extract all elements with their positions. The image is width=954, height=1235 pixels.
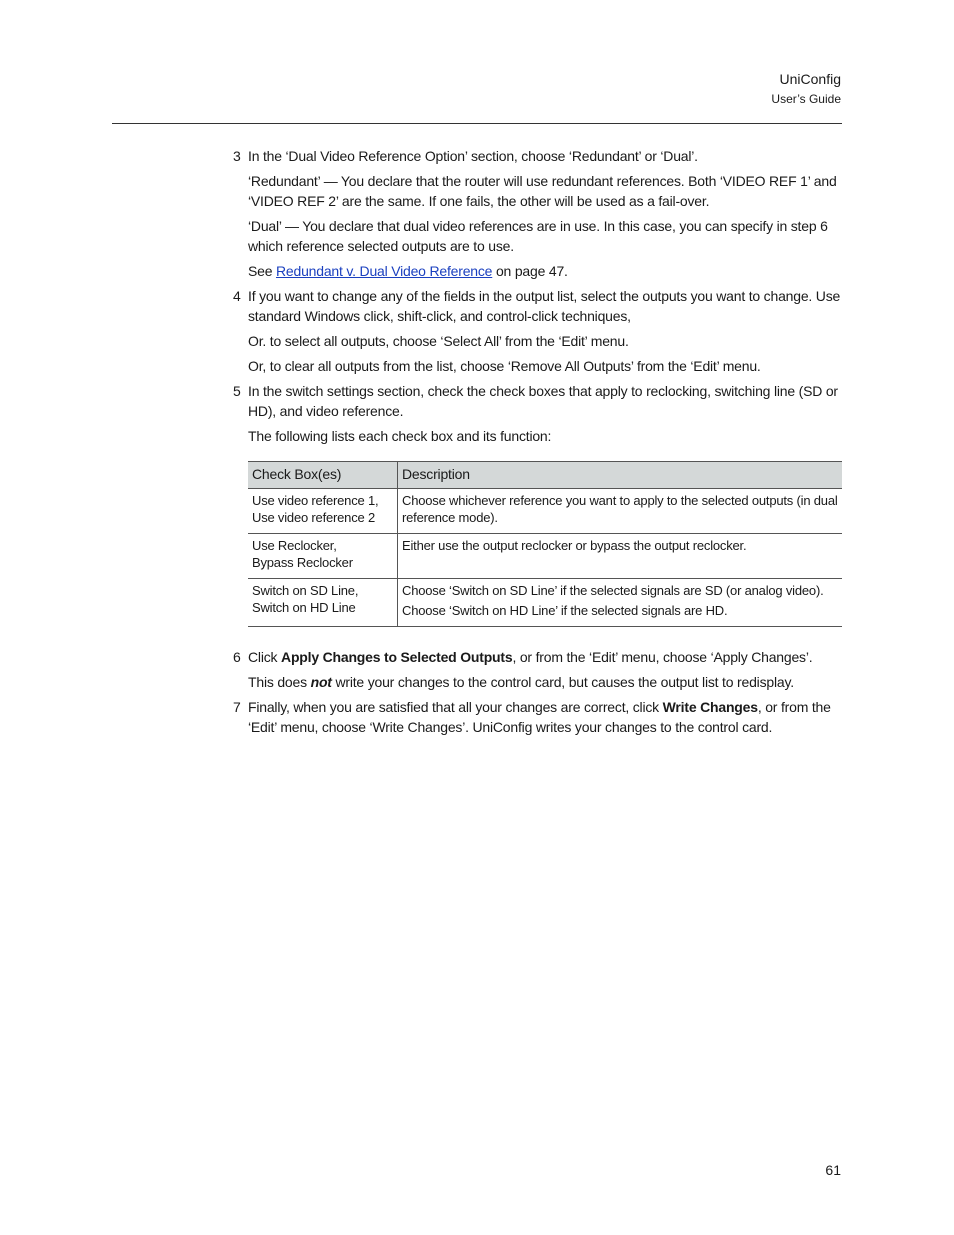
step-number: 6 [233,649,241,665]
see-prefix: See [248,263,276,279]
header-title: UniConfig [779,71,841,87]
header-subtitle: User’s Guide [771,92,841,106]
step-6-pre: Click [248,649,282,665]
step-4-intro: If you want to change any of the fields in the output list, select the outputs you want to change. Use standard Windows click, shift-click, and control-click techniques, [248,288,841,324]
page-number: 61 [825,1162,841,1178]
step-3 [233,146,842,281]
table-cell-description [398,534,843,579]
note-emphasis: not [310,674,332,690]
column-header: Check Box(es) [248,462,398,489]
table-row [248,489,842,534]
table-cell-description [398,579,843,627]
table-cell-description [398,489,843,534]
header-rule [112,123,842,124]
note-post: write your changes to the control card, but causes the output list to redisplay. [331,674,794,690]
redundant-description: ‘Redundant’ — You declare that the router will use redundant references. Both ‘VIDEO REF 1’ and ‘VIDEO REF 2’ are the same. If one fails, the other will be used as a fail-over. [248,173,837,209]
see-reference [248,261,842,281]
write-changes-command: Write Changes [662,699,758,715]
table-intro: The following lists each check box and its function: [248,428,552,444]
column-header: Description [398,462,843,489]
step-4 [233,286,842,376]
step-6-intro [248,647,842,667]
check-box-name: Use video reference 1, [252,493,379,508]
description-text: Either use the output reclocker or bypass the output reclocker. [402,538,747,553]
step-3-intro: In the ‘Dual Video Reference Option’ section, choose ‘Redundant’ or ‘Dual’. [248,148,698,164]
step-7-pre: Finally, when you are satisfied that all your changes are correct, click [248,699,663,715]
step-6 [233,647,842,692]
step-number: 4 [233,288,241,304]
description-text: Choose ‘Switch on SD Line’ if the selected signals are SD (or analog video). [402,583,824,598]
table-row [248,534,842,579]
table-row [248,579,842,627]
check-box-name: Use video reference 2 [252,510,375,525]
check-box-name: Use Reclocker, [252,538,337,553]
step-5-intro: In the switch settings section, check the check boxes that apply to reclocking, switching line (SD or HD), and video reference. [248,383,838,419]
step-6-note [248,672,842,692]
table-cell-boxes [248,579,398,627]
step-number: 5 [233,383,241,399]
step-number: 7 [233,699,241,715]
note-pre: This does [248,674,311,690]
check-box-name: Switch on HD Line [252,600,356,615]
table-cell-boxes [248,489,398,534]
check-box-name: Bypass Reclocker [252,555,353,570]
step-7 [233,697,842,737]
description-text: Choose ‘Switch on HD Line’ if the selected signals are HD. [402,603,728,618]
step-7-post: , or from the ‘Edit’ menu, choose ‘Write Changes’. UniConfig writes your changes to the control card. [248,699,831,735]
select-all-note: Or. to select all outputs, choose ‘Select All’ from the ‘Edit’ menu. [248,333,629,349]
step-number: 3 [233,148,241,164]
description-text: Choose whichever reference you want to apply to the selected outputs (in dual reference mode). [402,493,838,525]
check-box-table [248,461,842,627]
check-box-name: Switch on SD Line, [252,583,359,598]
redundant-dual-reference-link[interactable]: Redundant v. Dual Video Reference [276,263,493,279]
remove-all-note: Or, to clear all outputs from the list, choose ‘Remove All Outputs’ from the ‘Edit’ menu. [248,358,761,374]
see-suffix: on page 47. [492,263,568,279]
dual-description: ‘Dual’ — You declare that dual video references are in use. In this case, you can specify in step 6 which reference selected outputs are to use. [248,218,828,254]
step-5 [233,381,842,627]
table-cell-boxes [248,534,398,579]
apply-changes-command: Apply Changes to Selected Outputs [281,649,513,665]
step-7-intro [248,697,842,737]
step-6-post: , or from the ‘Edit’ menu, choose ‘Apply Changes’. [512,649,813,665]
main-content [233,146,842,742]
table-header-row [248,462,842,489]
